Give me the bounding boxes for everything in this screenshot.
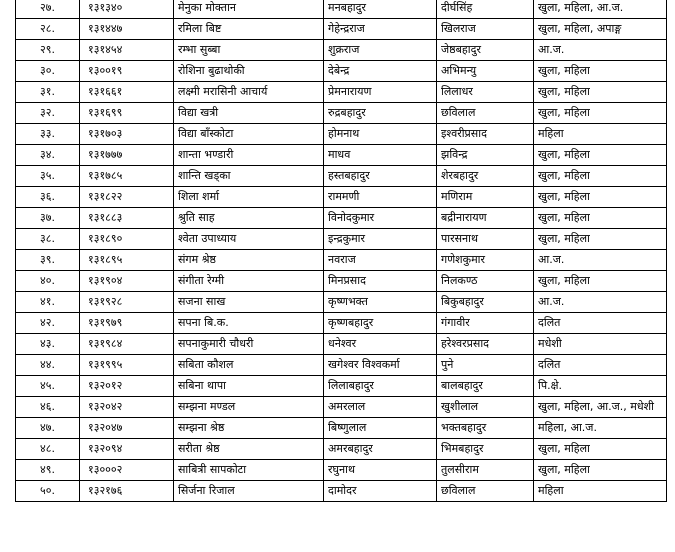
- table-row: [16, 166, 667, 187]
- father-name-cell: रुद्रबहादुर: [324, 103, 437, 124]
- serial-number-cell: ४४.: [16, 355, 80, 376]
- father-name-cell: मनबहादुर: [324, 0, 437, 19]
- grandfather-name-cell: अभिमन्यु: [437, 61, 534, 82]
- grandfather-name-cell: झविन्द्र: [437, 145, 534, 166]
- table-row: [16, 397, 667, 418]
- roll-number-cell: १३२०१२: [80, 376, 174, 397]
- category-cell: दलित: [534, 313, 667, 334]
- category-cell: आ.ज.: [534, 40, 667, 61]
- candidate-name-cell: रोशिना बुढाथोकी: [174, 61, 324, 82]
- serial-number-cell: ४६.: [16, 397, 80, 418]
- category-cell: खुला, महिला, अपाङ्ग: [534, 19, 667, 40]
- category-cell: आ.ज.: [534, 292, 667, 313]
- roll-number-cell: १३१८९५: [80, 250, 174, 271]
- serial-number-cell: ५०.: [16, 481, 80, 502]
- candidate-name-cell: श्रुति साह: [174, 208, 324, 229]
- table-row: [16, 19, 667, 40]
- serial-number-cell: ३६.: [16, 187, 80, 208]
- category-cell: खुला, महिला: [534, 439, 667, 460]
- candidate-name-cell: शान्ति खड्का: [174, 166, 324, 187]
- roll-number-cell: १३१८२२: [80, 187, 174, 208]
- serial-number-cell: ३२.: [16, 103, 80, 124]
- father-name-cell: अमरबहादुर: [324, 439, 437, 460]
- category-cell: महिला: [534, 124, 667, 145]
- candidate-name-cell: संगम श्रेष्ठ: [174, 250, 324, 271]
- candidate-name-cell: विद्या बाँस्कोटा: [174, 124, 324, 145]
- serial-number-cell: ३८.: [16, 229, 80, 250]
- roll-number-cell: १३२०४७: [80, 418, 174, 439]
- father-name-cell: इन्द्रकुमार: [324, 229, 437, 250]
- candidate-name-cell: सरीता श्रेष्ठ: [174, 439, 324, 460]
- candidate-name-cell: सबिता कौशल: [174, 355, 324, 376]
- table-row: [16, 40, 667, 61]
- father-name-cell: कृष्णभक्त: [324, 292, 437, 313]
- grandfather-name-cell: निलकण्ठ: [437, 271, 534, 292]
- father-name-cell: लिलाबहादुर: [324, 376, 437, 397]
- candidate-name-cell: शान्ता भण्डारी: [174, 145, 324, 166]
- roll-number-cell: १३१३४०: [80, 0, 174, 19]
- serial-number-cell: ३१.: [16, 82, 80, 103]
- father-name-cell: देबेन्द्र: [324, 61, 437, 82]
- category-cell: मधेशी: [534, 334, 667, 355]
- table-row: [16, 376, 667, 397]
- roll-number-cell: १३१६९९: [80, 103, 174, 124]
- serial-number-cell: ४८.: [16, 439, 80, 460]
- roll-number-cell: १३१९७९: [80, 313, 174, 334]
- roll-number-cell: १३१९८४: [80, 334, 174, 355]
- serial-number-cell: ४९.: [16, 460, 80, 481]
- candidate-name-cell: सम्झना मण्डल: [174, 397, 324, 418]
- table-row: [16, 418, 667, 439]
- serial-number-cell: २८.: [16, 19, 80, 40]
- candidate-name-cell: शिला शर्मा: [174, 187, 324, 208]
- serial-number-cell: ४०.: [16, 271, 80, 292]
- candidate-name-cell: सिर्जना रिजाल: [174, 481, 324, 502]
- father-name-cell: विनोदकुमार: [324, 208, 437, 229]
- table-body: [16, 0, 667, 502]
- roll-number-cell: १३१७८५: [80, 166, 174, 187]
- grandfather-name-cell: जेष्ठबहादुर: [437, 40, 534, 61]
- candidate-name-cell: संगीता रेग्मी: [174, 271, 324, 292]
- grandfather-name-cell: खिलराज: [437, 19, 534, 40]
- roll-number-cell: १३१४४७: [80, 19, 174, 40]
- table-row: [16, 460, 667, 481]
- candidate-name-cell: रम्भा सुब्बा: [174, 40, 324, 61]
- grandfather-name-cell: तुलसीराम: [437, 460, 534, 481]
- candidate-name-cell: सम्झना श्रेष्ठ: [174, 418, 324, 439]
- roll-number-cell: १३१८८३: [80, 208, 174, 229]
- father-name-cell: नवराज: [324, 250, 437, 271]
- table-row: [16, 0, 667, 19]
- serial-number-cell: ३९.: [16, 250, 80, 271]
- grandfather-name-cell: खुशीलाल: [437, 397, 534, 418]
- grandfather-name-cell: पारसनाथ: [437, 229, 534, 250]
- category-cell: आ.ज.: [534, 250, 667, 271]
- serial-number-cell: ३७.: [16, 208, 80, 229]
- table-row: [16, 355, 667, 376]
- grandfather-name-cell: छविलाल: [437, 103, 534, 124]
- father-name-cell: धनेश्वर: [324, 334, 437, 355]
- grandfather-name-cell: मणिराम: [437, 187, 534, 208]
- table-row: [16, 481, 667, 502]
- candidate-name-cell: सपनाकुमारी चौधरी: [174, 334, 324, 355]
- father-name-cell: राममणी: [324, 187, 437, 208]
- candidate-name-cell: साबित्री सापकोटा: [174, 460, 324, 481]
- roll-number-cell: १३१६६१: [80, 82, 174, 103]
- roll-number-cell: १३१९२८: [80, 292, 174, 313]
- category-cell: खुला, महिला, आ.ज.: [534, 0, 667, 19]
- serial-number-cell: ३३.: [16, 124, 80, 145]
- serial-number-cell: ३५.: [16, 166, 80, 187]
- serial-number-cell: २९.: [16, 40, 80, 61]
- table-row: [16, 250, 667, 271]
- candidate-name-cell: मेनुका मोक्तान: [174, 0, 324, 19]
- serial-number-cell: ३०.: [16, 61, 80, 82]
- table-row: [16, 334, 667, 355]
- father-name-cell: मिनप्रसाद: [324, 271, 437, 292]
- category-cell: महिला: [534, 481, 667, 502]
- category-cell: खुला, महिला: [534, 208, 667, 229]
- roll-number-cell: १३१८९०: [80, 229, 174, 250]
- grandfather-name-cell: दीर्घसिंह: [437, 0, 534, 19]
- grandfather-name-cell: गंगावीर: [437, 313, 534, 334]
- father-name-cell: खगेश्वर विश्वकर्मा: [324, 355, 437, 376]
- grandfather-name-cell: छविलाल: [437, 481, 534, 502]
- table-row: [16, 61, 667, 82]
- grandfather-name-cell: बालबहादुर: [437, 376, 534, 397]
- roll-number-cell: १३२०४२: [80, 397, 174, 418]
- father-name-cell: माधव: [324, 145, 437, 166]
- father-name-cell: दामोदर: [324, 481, 437, 502]
- father-name-cell: प्रेमनारायण: [324, 82, 437, 103]
- candidate-name-cell: विद्या खत्री: [174, 103, 324, 124]
- grandfather-name-cell: लिलाधर: [437, 82, 534, 103]
- grandfather-name-cell: भक्तबहादुर: [437, 418, 534, 439]
- table-row: [16, 313, 667, 334]
- table-row: [16, 124, 667, 145]
- roll-number-cell: १३१७०३: [80, 124, 174, 145]
- serial-number-cell: ३४.: [16, 145, 80, 166]
- table-row: [16, 187, 667, 208]
- category-cell: पि.क्षे.: [534, 376, 667, 397]
- father-name-cell: अमरलाल: [324, 397, 437, 418]
- grandfather-name-cell: शेरबहादुर: [437, 166, 534, 187]
- grandfather-name-cell: बद्रीनारायण: [437, 208, 534, 229]
- table-row: [16, 229, 667, 250]
- candidate-name-cell: सबिना थापा: [174, 376, 324, 397]
- father-name-cell: रघुनाथ: [324, 460, 437, 481]
- father-name-cell: शुक्रराज: [324, 40, 437, 61]
- serial-number-cell: ४२.: [16, 313, 80, 334]
- father-name-cell: गेहेन्द्रराज: [324, 19, 437, 40]
- father-name-cell: कृष्णबहादुर: [324, 313, 437, 334]
- table-row: [16, 82, 667, 103]
- father-name-cell: होमनाथ: [324, 124, 437, 145]
- table-row: [16, 208, 667, 229]
- category-cell: खुला, महिला: [534, 229, 667, 250]
- roll-number-cell: १३२१७६: [80, 481, 174, 502]
- grandfather-name-cell: बिकुबहादुर: [437, 292, 534, 313]
- serial-number-cell: २७.: [16, 0, 80, 19]
- grandfather-name-cell: इश्वरीप्रसाद: [437, 124, 534, 145]
- serial-number-cell: ४५.: [16, 376, 80, 397]
- serial-number-cell: ४३.: [16, 334, 80, 355]
- candidate-name-cell: श्वेता उपाध्याय: [174, 229, 324, 250]
- category-cell: महिला, आ.ज.: [534, 418, 667, 439]
- category-cell: खुला, महिला, आ.ज., मधेशी: [534, 397, 667, 418]
- category-cell: खुला, महिला: [534, 271, 667, 292]
- table-row: [16, 439, 667, 460]
- table-row: [16, 271, 667, 292]
- father-name-cell: बिष्णुलाल: [324, 418, 437, 439]
- table-row: [16, 103, 667, 124]
- table-row: [16, 145, 667, 166]
- roll-number-cell: १३१७७७: [80, 145, 174, 166]
- candidate-name-cell: सजना साख: [174, 292, 324, 313]
- grandfather-name-cell: पुने: [437, 355, 534, 376]
- category-cell: खुला, महिला: [534, 187, 667, 208]
- roll-number-cell: १३१४५४: [80, 40, 174, 61]
- category-cell: खुला, महिला: [534, 61, 667, 82]
- category-cell: खुला, महिला: [534, 460, 667, 481]
- roll-number-cell: १३००१९: [80, 61, 174, 82]
- roll-number-cell: १३०००२: [80, 460, 174, 481]
- candidate-list-table: [15, 0, 667, 502]
- roll-number-cell: १३२०९४: [80, 439, 174, 460]
- category-cell: खुला, महिला: [534, 145, 667, 166]
- serial-number-cell: ४१.: [16, 292, 80, 313]
- father-name-cell: हस्तबहादुर: [324, 166, 437, 187]
- roll-number-cell: १३१९०४: [80, 271, 174, 292]
- grandfather-name-cell: गणेशकुमार: [437, 250, 534, 271]
- candidate-name-cell: रमिला बिष्ट: [174, 19, 324, 40]
- grandfather-name-cell: भिमबहादुर: [437, 439, 534, 460]
- table-row: [16, 292, 667, 313]
- candidate-name-cell: लक्ष्मी मरासिनी आचार्य: [174, 82, 324, 103]
- serial-number-cell: ४७.: [16, 418, 80, 439]
- grandfather-name-cell: हरेश्वरप्रसाद: [437, 334, 534, 355]
- category-cell: खुला, महिला: [534, 166, 667, 187]
- category-cell: दलित: [534, 355, 667, 376]
- category-cell: खुला, महिला: [534, 82, 667, 103]
- roll-number-cell: १३१९९५: [80, 355, 174, 376]
- category-cell: खुला, महिला: [534, 103, 667, 124]
- candidate-name-cell: सपना बि.क.: [174, 313, 324, 334]
